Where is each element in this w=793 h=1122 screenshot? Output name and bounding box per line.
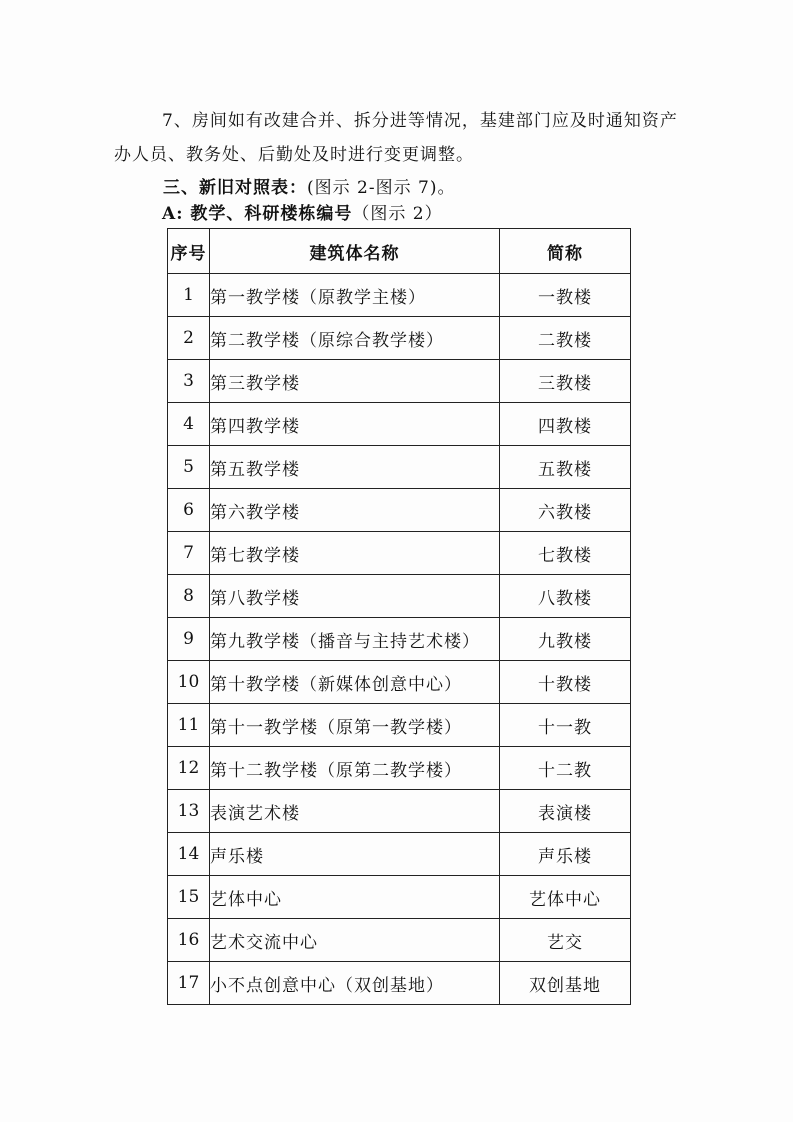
header-short: 简称 [500, 229, 631, 274]
row-number: 13 [168, 790, 210, 833]
table-row [168, 919, 631, 962]
building-short-name: 声乐楼 [500, 833, 631, 876]
building-short-name: 九教楼 [500, 618, 631, 661]
table-row [168, 403, 631, 446]
table-row [168, 489, 631, 532]
building-name: 第六教学楼 [210, 489, 500, 532]
building-name: 表演艺术楼 [210, 790, 500, 833]
building-name: 第八教学楼 [210, 575, 500, 618]
table-row [168, 446, 631, 489]
row-number: 12 [168, 747, 210, 790]
building-short-name: 六教楼 [500, 489, 631, 532]
table-header-row [168, 229, 631, 274]
building-short-name: 双创基地 [500, 962, 631, 1005]
item7-line1: 7、房间如有改建合并、拆分进等情况，基建部门应及时通知资产 [162, 111, 678, 131]
row-number: 4 [168, 403, 210, 446]
table-row [168, 532, 631, 575]
item7-line2: 办人员、教务处、后勤处及时进行变更调整。 [114, 145, 474, 165]
table-row [168, 317, 631, 360]
table-row [168, 962, 631, 1005]
row-number: 5 [168, 446, 210, 489]
building-short-name: 二教楼 [500, 317, 631, 360]
subsection-a-title: A: 教学、科研楼栋编号 [162, 204, 353, 224]
building-short-name: 艺交 [500, 919, 631, 962]
building-name: 第一教学楼（原教学主楼） [210, 274, 500, 317]
row-number: 6 [168, 489, 210, 532]
row-number: 7 [168, 532, 210, 575]
building-short-name: 艺体中心 [500, 876, 631, 919]
building-name: 第四教学楼 [210, 403, 500, 446]
section3-heading [163, 177, 455, 199]
row-number: 9 [168, 618, 210, 661]
building-name: 声乐楼 [210, 833, 500, 876]
table-row [168, 704, 631, 747]
building-short-name: 一教楼 [500, 274, 631, 317]
building-short-name: 三教楼 [500, 360, 631, 403]
table-row [168, 833, 631, 876]
building-name: 艺术交流中心 [210, 919, 500, 962]
table-row [168, 661, 631, 704]
table-row [168, 575, 631, 618]
building-short-name: 四教楼 [500, 403, 631, 446]
building-table [167, 228, 631, 1005]
building-short-name: 七教楼 [500, 532, 631, 575]
building-short-name: 表演楼 [500, 790, 631, 833]
building-short-name: 十教楼 [500, 661, 631, 704]
row-number: 17 [168, 962, 210, 1005]
row-number: 10 [168, 661, 210, 704]
building-name: 第九教学楼（播音与主持艺术楼） [210, 618, 500, 661]
building-short-name: 十一教 [500, 704, 631, 747]
table-row [168, 790, 631, 833]
building-name: 第二教学楼（原综合教学楼） [210, 317, 500, 360]
building-short-name: 八教楼 [500, 575, 631, 618]
building-name: 第十二教学楼（原第二教学楼） [210, 747, 500, 790]
table-row [168, 274, 631, 317]
table-row [168, 360, 631, 403]
row-number: 1 [168, 274, 210, 317]
row-number: 2 [168, 317, 210, 360]
header-no: 序号 [168, 229, 210, 274]
row-number: 3 [168, 360, 210, 403]
building-name: 第十教学楼（新媒体创意中心） [210, 661, 500, 704]
building-name: 第五教学楼 [210, 446, 500, 489]
building-name: 第七教学楼 [210, 532, 500, 575]
building-short-name: 十二教 [500, 747, 631, 790]
section3-title: 三、新旧对照表： [163, 178, 307, 198]
table-body [168, 274, 631, 1005]
building-short-name: 五教楼 [500, 446, 631, 489]
row-number: 15 [168, 876, 210, 919]
subsection-a-note: （图示 2） [352, 204, 443, 224]
building-name: 第十一教学楼（原第一教学楼） [210, 704, 500, 747]
row-number: 16 [168, 919, 210, 962]
row-number: 14 [168, 833, 210, 876]
table-row [168, 618, 631, 661]
section3-note: (图示 2-图示 7)。 [307, 178, 456, 198]
header-name: 建筑体名称 [210, 229, 500, 274]
building-name: 小不点创意中心（双创基地） [210, 962, 500, 1005]
row-number: 8 [168, 575, 210, 618]
row-number: 11 [168, 704, 210, 747]
subsection-a-heading [162, 203, 443, 225]
building-name: 艺体中心 [210, 876, 500, 919]
table-row [168, 876, 631, 919]
building-name: 第三教学楼 [210, 360, 500, 403]
table-row [168, 747, 631, 790]
